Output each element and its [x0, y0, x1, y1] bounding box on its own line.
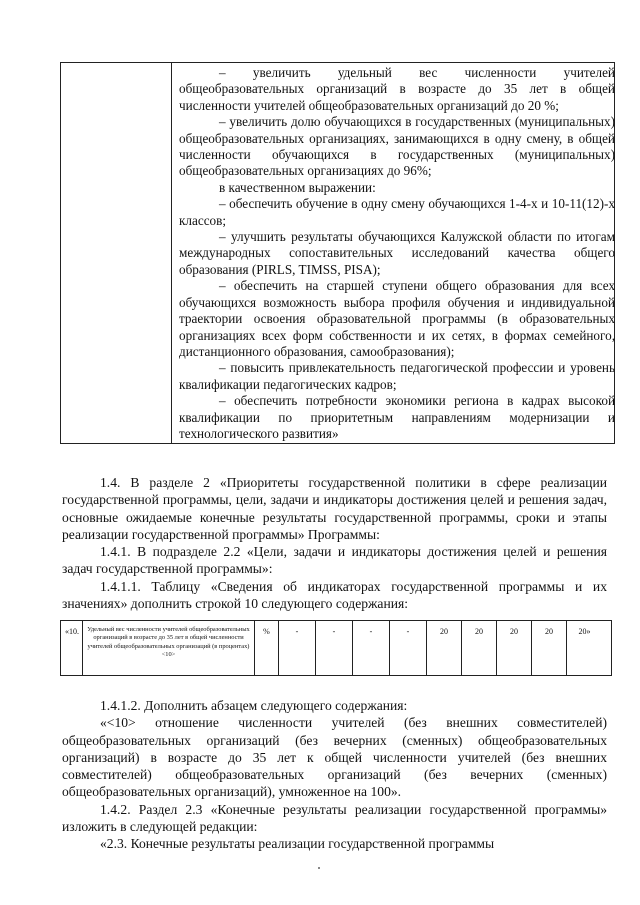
indicator-value: 20» — [578, 627, 591, 636]
goals-table — [60, 62, 615, 444]
section-1-4-1-2 — [62, 697, 607, 853]
goal-line: – увеличить удельный вес численности учителей общеобразовательных организаций в возрасте до 35 лет в общей численности учителей общеобразовательных организаций до 20 %; — [179, 65, 615, 113]
indicator-value: - — [279, 621, 316, 675]
scan-speck — [318, 867, 320, 869]
goal-line: – обеспечить потребности экономики региона в кадрах высокой квалификации по приоритетным направлениям модернизации и технологического развития» — [179, 393, 615, 441]
indicator-unit: % — [255, 621, 279, 675]
indicator-row-table — [60, 620, 612, 676]
indicator-value: 20 — [532, 621, 567, 675]
goal-line: – обеспечить на старшей ступени общего образования для всех обучающихся возможность выбора профиля обучения и индивидуальной траектории освоения образовательной программы (в образовательных организациях всех форм собственности и их сетях, в формах семейного, дистанционного образования, самообразования); — [179, 278, 615, 359]
goal-line: – обеспечить обучение в одну смену обучающихся 1-4-х и 10-11(12)-х классов; — [179, 196, 615, 228]
indicator-value: - — [353, 621, 390, 675]
goal-line: – повысить привлекательность педагогической профессии и уровень квалификации педагогических кадров; — [179, 360, 615, 392]
goal-line: – увеличить долю обучающихся в государственных (муниципальных) общеобразовательных организациях, занимающихся в одну смену, в общей численности обучающихся в государственных (муниципальных) общеобразовательных организациях до 96%; — [179, 114, 615, 179]
paragraph-footnote-10: «<10> отношение численности учителей (без внешних совместителей) общеобразовательных организаций (без вечерних (сменных) общеобразовательных организаций) в возрасте до 35 лет к общей численности учителей (без внешних совместителей) общеобразовательных организаций (без вечерних (сменных) общеобразовательных организаций), умноженное на 100». — [62, 715, 607, 800]
paragraph-2-3: «2.3. Конечные результаты реализации государственной программы — [100, 836, 495, 852]
paragraph-1-4-2: 1.4.2. Раздел 2.3 «Конечные результаты реализации государственной программы» изложить в следующей редакции: — [62, 801, 607, 835]
indicator-number: «10. — [61, 621, 83, 675]
goal-line: – улучшить результаты обучающихся Калужской области по итогам международных сопоставительных исследований качества общего образования (PIRLS, TIMSS, PISA); — [179, 229, 615, 277]
indicator-value: 20 — [497, 621, 532, 675]
paragraph-1-4-1-2: 1.4.1.2. Дополнить абзацем следующего содержания: — [100, 698, 408, 713]
goals-table-left-column — [61, 63, 172, 443]
indicator-name: Удельный вес численности учителей общеобразовательных организаций в возрасте до 35 лет в общей численности учителей общеобразовательных организаций (в процентах) <10> — [83, 621, 255, 675]
indicator-value: 20 — [462, 621, 497, 675]
paragraph-1-4-1: 1.4.1. В подразделе 2.2 «Цели, задачи и индикаторы достижения целей и решения задач государственной программы»: — [62, 544, 607, 577]
paragraph-1-4: 1.4. В разделе 2 «Приоритеты государственной политики в сфере реализации государственной программы, цели, задачи и индикаторы достижения целей и решения задач, основные ожидаемые конечные результаты государственной программы, сроки и этапы реализации государственной программы» Программы: — [62, 475, 607, 542]
goal-line: в качественном выражении: — [219, 179, 376, 195]
section-1-4 — [62, 474, 607, 612]
paragraph-1-4-1-1: 1.4.1.1. Таблицу «Сведения об индикаторах государственной программы и их значениях» дополнить строкой 10 следующего содержания: — [62, 578, 607, 612]
indicator-value: - — [390, 621, 427, 675]
indicator-value: 20 — [427, 621, 462, 675]
indicator-value: - — [316, 621, 353, 675]
goals-table-right-column — [172, 65, 615, 442]
